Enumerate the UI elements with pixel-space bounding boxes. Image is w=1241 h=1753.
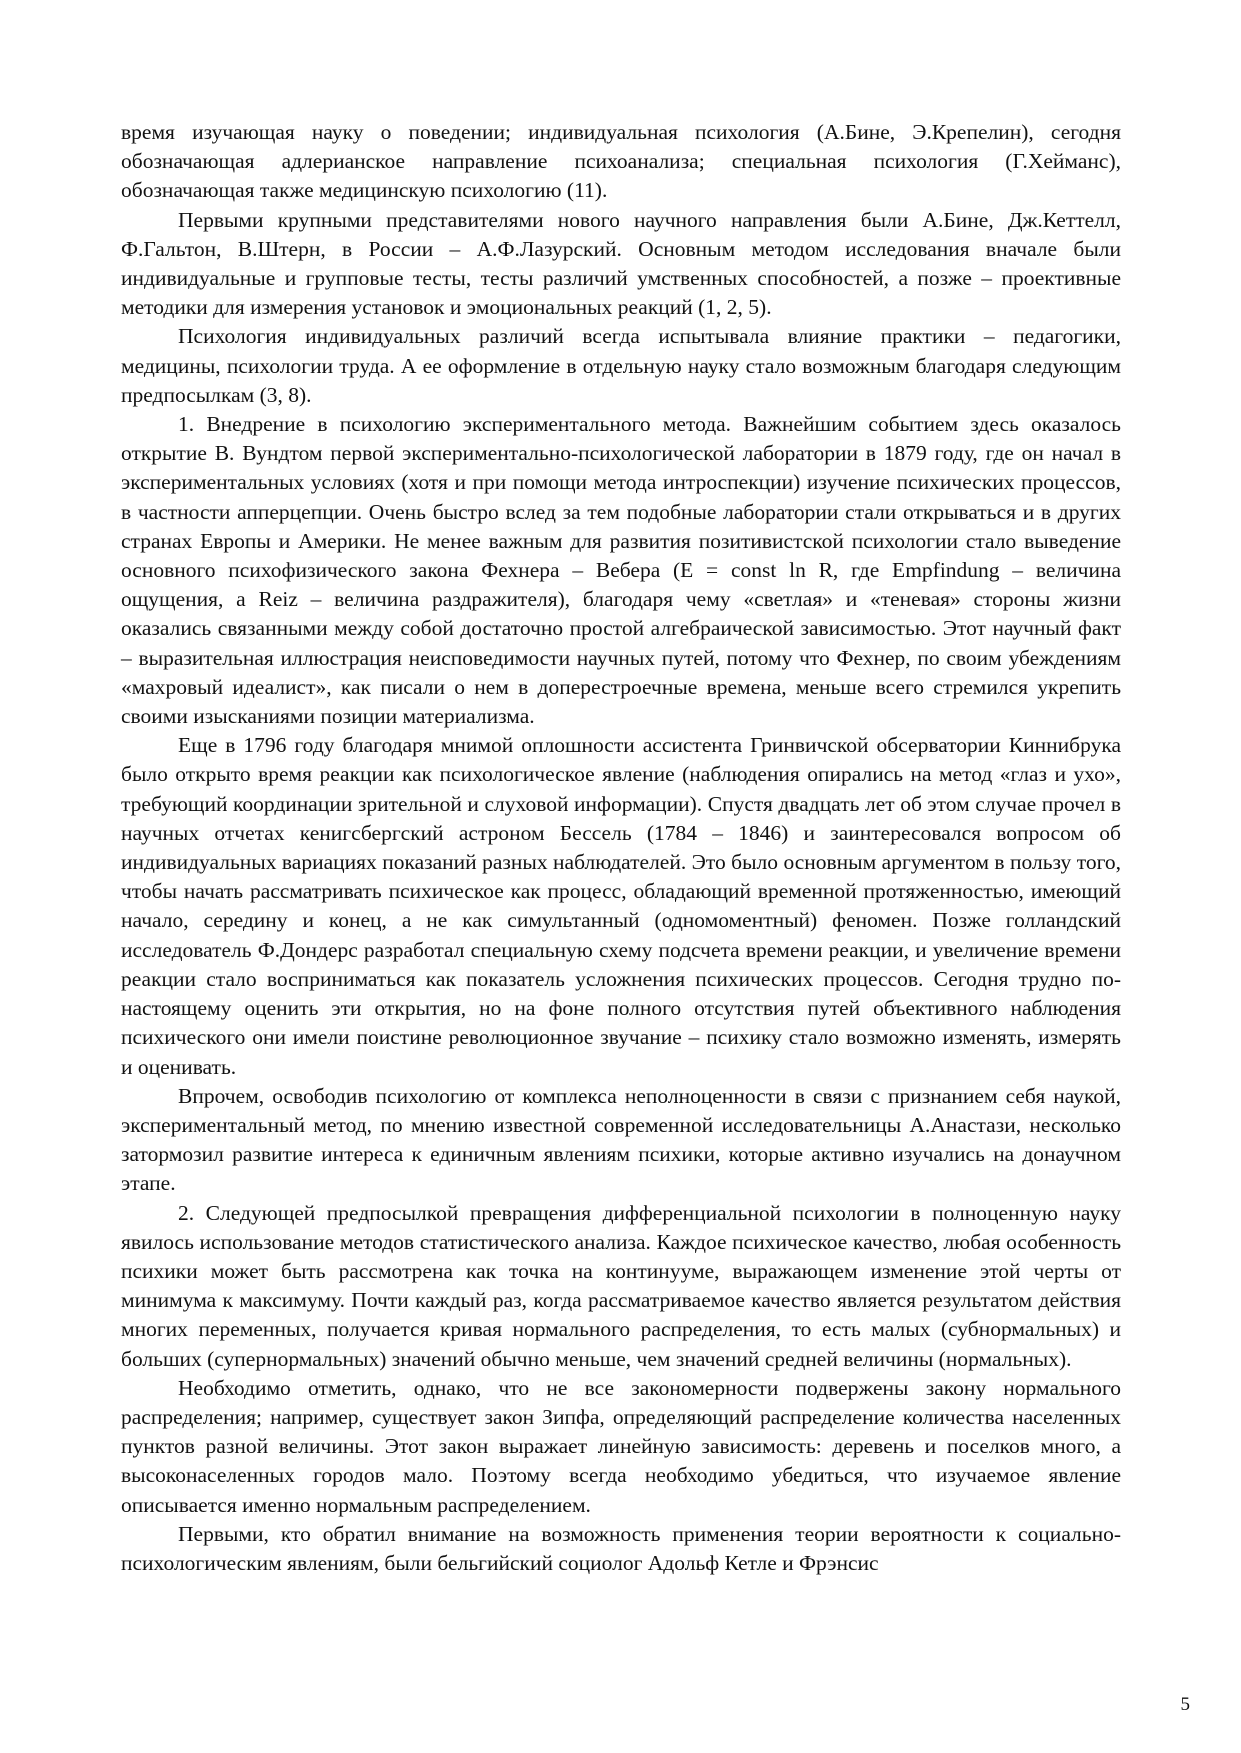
body-text xyxy=(121,118,1121,1578)
paragraph: Психология индивидуальных различий всегда испытывала влияние практики – педагогики, медицины, психологии труда. А ее оформление в отдельную науку стало возможным благодаря следующим предпосылкам (3, 8). xyxy=(121,324,1121,407)
paragraph: Необходимо отметить, однако, что не все закономерности подвержены закону нормального распределения; например, существует закон Зипфа, определяющий распределение количества населенных пунктов разной величины. Этот закон выражает линейную зависимость: деревень и поселков много, а высоконаселенных городов мало. Поэтому всегда необходимо убедиться, что изучаемое явление описывается именно нормальным распределением. xyxy=(121,1375,1121,1517)
paragraph: Первыми, кто обратил внимание на возможность применения теории вероятности к социально-психологическим явлениям, были бельгийский социолог Адольф Кетле и Фрэнсис xyxy=(121,1521,1121,1575)
paragraph: Впрочем, освободив психологию от комплекса неполноценности в связи с признанием себя наукой, экспериментальный метод, по мнению известной современной исследовательницы А.Анастази, несколько затормозил развитие интереса к единичным явлениям психики, которые активно изучались на донаучном этапе. xyxy=(121,1083,1121,1196)
paragraph: 2. Следующей предпосылкой превращения дифференциальной психологии в полноценную науку явилось использование методов статистического анализа. Каждое психическое качество, любая особенность психики может быть рассмотрена как точка на континууме, выражающем изменение этой черты от минимума к максимуму. Почти каждый раз, когда рассматриваемое качество является результатом действия многих переменных, получается кривая нормального распределения, то есть малых (субнормальных) и больших (супернормальных) значений обычно меньше, чем значений средней величины (нормальных). xyxy=(121,1200,1121,1371)
paragraph-continuation: время изучающая науку о поведении; индивидуальная психология (А.Бине, Э.Крепелин), сегодня обозначающая адлерианское направление психоанализа; специальная психология (Г.Хейманс), обозначающая также медицинскую психологию (11). xyxy=(121,120,1121,203)
paragraph: Еще в 1796 году благодаря мнимой оплошности ассистента Гринвичской обсерватории Киннибрука было открыто время реакции как психологическое явление (наблюдения опирались на метод «глаз и ухо», требующий координации зрительной и слуховой информации). Спустя двадцать лет об этом случае прочел в научных отчетах кенигсбергский астроном Бессель (1784 – 1846) и заинтересовался вопросом об индивидуальных вариациях показаний разных наблюдателей. Это было основным аргументом в пользу того, чтобы начать рассматривать психическое как процесс, обладающий временной протяженностью, имеющий начало, середину и конец, а не как симультанный (одномоментный) феномен. Позже голландский исследователь Ф.Дондерс разработал специальную схему подсчета времени реакции, и увеличение времени реакции стало восприниматься как показатель усложнения психических процессов. Сегодня трудно по-настоящему оценить эти открытия, но на фоне полного отсутствия путей объективного наблюдения психического они имели поистине революционное звучание – психику стало возможно изменять, измерять и оценивать. xyxy=(121,733,1121,1079)
page-number: 5 xyxy=(1180,1694,1190,1715)
paragraph: 1. Внедрение в психологию экспериментального метода. Важнейшим событием здесь оказалось открытие В. Вундтом первой экспериментально-психологической лаборатории в 1879 году, где он начал в экспериментальных условиях (хотя и при помощи метода интроспекции) изучение психических процессов, в частности апперцепции. Очень быстро вслед за тем подобные лаборатории стали открываться и в других странах Европы и Америки. Не менее важным для развития позитивистской психологии стало выведение основного психофизического закона Фехнера – Вебера (E = const ln R, где Empfindung – величина ощущения, а Reiz – величина раздражителя), благодаря чему «светлая» и «теневая» стороны жизни оказались связанными между собой достаточно простой алгебраической зависимостью. Этот научный факт – выразительная иллюстрация неисповедимости научных путей, потому что Фехнер, по своим убеждениям «махровый идеалист», как писали о нем в доперестроечные времена, меньше всего стремился укрепить своими изысканиями позиции материализма. xyxy=(121,412,1121,729)
paragraph: Первыми крупными представителями нового научного направления были А.Бине, Дж.Кеттелл, Ф.Гальтон, В.Штерн, в России – А.Ф.Лазурский. Основным методом исследования вначале были индивидуальные и групповые тесты, тесты различий умственных способностей, а позже – проективные методики для измерения установок и эмоциональных реакций (1, 2, 5). xyxy=(121,207,1121,320)
